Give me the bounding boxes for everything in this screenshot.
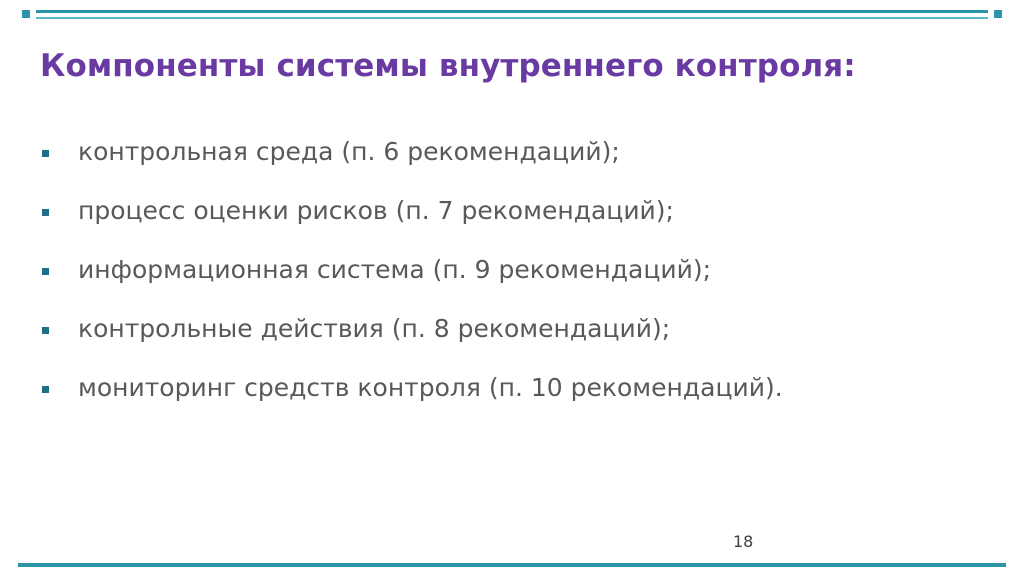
square-bullet-icon [42,150,49,157]
page-number: 18 [733,532,754,551]
bullet-text: процесс оценки рисков (п. 7 рекомендаций); [78,196,674,225]
square-bullet-icon [42,268,49,275]
slide-title: Компоненты системы внутреннего контроля: [40,48,856,84]
square-bullet-icon [42,386,49,393]
band-light-line [36,17,988,19]
band-dark-line [36,10,988,13]
top-decorative-band [22,10,1002,22]
bullet-text: контрольная среда (п. 6 рекомендаций); [78,137,620,166]
bullet-text: информационная система (п. 9 рекомендаций); [78,255,712,284]
square-bullet-icon [42,327,49,334]
bullet-text: контрольные действия (п. 8 рекомендаций); [78,314,671,343]
band-left-square [22,10,30,18]
square-bullet-icon [42,209,49,216]
band-right-square [994,10,1002,18]
bottom-divider [18,563,1006,567]
bullet-text: мониторинг средств контроля (п. 10 рекомендаций). [78,373,783,402]
